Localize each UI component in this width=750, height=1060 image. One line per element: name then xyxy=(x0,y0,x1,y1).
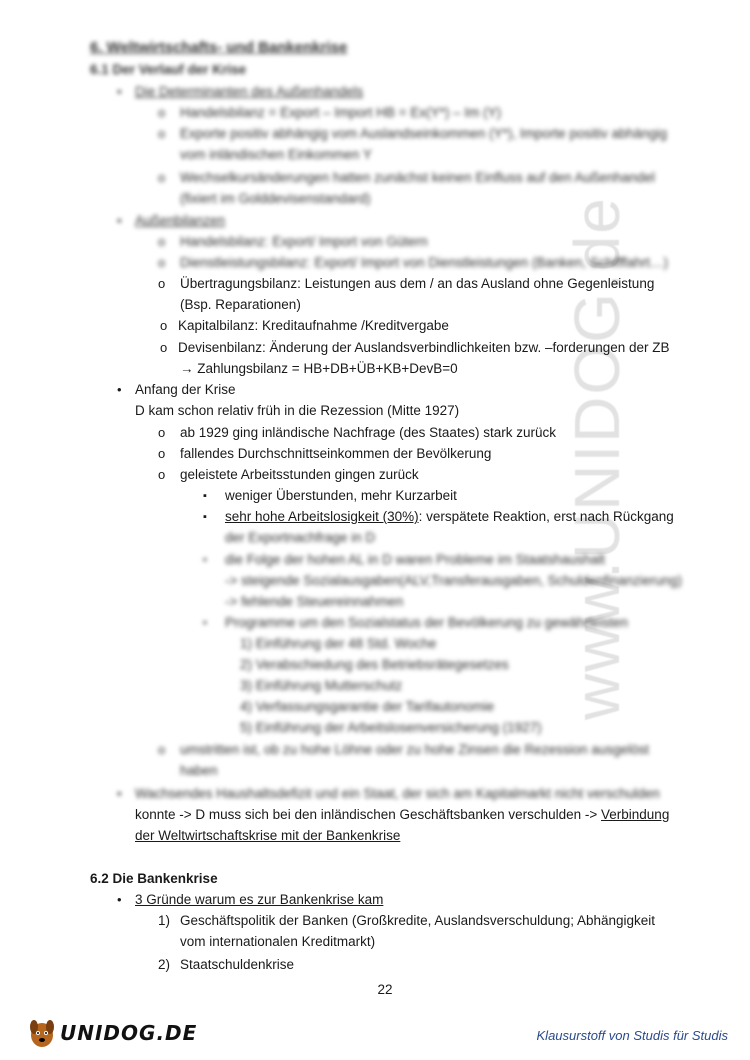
blurred-line: Dienstleistungsbilanz: Export/ Import von Dienstleistungen (Banken, Schifffahrt…) xyxy=(180,255,668,270)
circle-bullet-icon: o xyxy=(160,340,168,355)
section-heading: 6.2 Die Bankenkrise xyxy=(90,871,218,886)
circle-bullet-icon: o xyxy=(158,467,166,482)
unidog-logo xyxy=(24,1013,198,1053)
blurred-line: vom inländischen Einkommen Y xyxy=(180,147,372,162)
text-line: vom internationalen Kreditmarkt) xyxy=(180,934,376,949)
text-line: (Bsp. Reparationen) xyxy=(180,297,301,312)
list-number: 1) xyxy=(158,913,171,928)
text-line: D kam schon relativ früh in die Rezession (Mitte 1927) xyxy=(135,403,460,418)
blurred-line: Handelsbilanz = Export – Import HB = Ex(Y*) – Im (Y) xyxy=(180,105,502,120)
bullet-icon: • xyxy=(117,84,122,99)
circle-bullet-icon: o xyxy=(160,318,168,333)
bullet-icon: • xyxy=(117,786,122,801)
square-bullet-icon: ▪ xyxy=(203,554,207,566)
text-line: Übertragungsbilanz: Leistungen aus dem / an das Ausland ohne Gegenleistung xyxy=(180,276,655,291)
blurred-line: Handelsbilanz: Export/ Import von Gütern xyxy=(180,234,428,249)
watermark: www.UNIDOG.de xyxy=(561,196,633,720)
circle-bullet-icon: o xyxy=(158,276,166,291)
list-number: 2) xyxy=(158,957,171,972)
text-line: Anfang der Krise xyxy=(135,382,236,397)
underlined-phrase: Verbindung xyxy=(601,807,670,822)
blurred-line: 5) Einführung der Arbeitslosenversicherung (1927) xyxy=(240,720,542,735)
page-number: 22 xyxy=(377,982,393,997)
subsection-title: 6.1 Der Verlauf der Krise xyxy=(90,62,247,77)
bullet-icon: • xyxy=(117,382,122,397)
text-line: Geschäftspolitik der Banken (Großkredite, Auslandsverschuldung; Abhängigkeit xyxy=(180,913,656,928)
blurred-line: umstritten ist, ob zu hohe Löhne oder zu hohe Zinsen die Rezession ausgelöst xyxy=(180,742,650,757)
circle-bullet-icon: o xyxy=(158,170,166,185)
text-fragment: : verspätete Reaktion, erst nach Rückgang xyxy=(418,509,674,524)
blurred-line: die Folge der hohen AL in D waren Probleme im Staatshaushalt xyxy=(225,552,605,567)
blurred-line: Die Determinanten des Außenhandels xyxy=(135,84,364,99)
circle-bullet-icon: o xyxy=(158,742,166,757)
circle-bullet-icon: o xyxy=(158,126,166,141)
blurred-line: 1) Einführung der 48 Std. Woche xyxy=(240,636,437,651)
underlined-line: 3 Gründe warum es zur Bankenkrise kam xyxy=(135,892,384,907)
text-fragment: konnte -> D muss sich bei den inländischen Geschäftsbanken verschulden -> xyxy=(135,807,602,822)
blurred-line: -> fehlende Steuereinnahmen xyxy=(225,594,404,609)
bullet-icon: • xyxy=(117,213,122,228)
underlined-phrase: sehr hohe Arbeitslosigkeit (30%) xyxy=(225,509,419,524)
underlined-line: der Weltwirtschaftskrise mit der Bankenkrise xyxy=(135,828,401,843)
dog-icon xyxy=(24,1013,64,1053)
text-line: Staatschuldenkrise xyxy=(180,957,295,972)
blurred-line: Programme um den Sozialstatus der Bevölkerung zu gewährleisten xyxy=(225,615,628,630)
text-line xyxy=(135,805,669,825)
blurred-line: (fixiert im Golddevisenstandard) xyxy=(180,191,371,206)
circle-bullet-icon: o xyxy=(158,105,166,120)
text-line: fallendes Durchschnittseinkommen der Bevölkerung xyxy=(180,446,492,461)
square-bullet-icon: ▪ xyxy=(203,490,207,502)
circle-bullet-icon: o xyxy=(158,255,166,270)
bullet-icon: • xyxy=(117,892,122,907)
blurred-line: Wechselkursänderungen hatten zunächst keinen Einfluss auf den Außenhandel xyxy=(180,170,655,185)
circle-bullet-icon: o xyxy=(158,446,166,461)
text-line: ab 1929 ging inländische Nachfrage (des Staates) stark zurück xyxy=(180,425,556,440)
blurred-line: 3) Einführung Mutterschutz xyxy=(240,678,403,693)
footer-tagline: Klausurstoff von Studis für Studis xyxy=(536,1028,728,1043)
text-line: weniger Überstunden, mehr Kurzarbeit xyxy=(225,488,457,503)
circle-bullet-icon: o xyxy=(158,425,166,440)
text-line: Kapitalbilanz: Kreditaufnahme /Kreditvergabe xyxy=(178,318,449,333)
blurred-line: haben xyxy=(180,763,218,778)
square-bullet-icon: ▪ xyxy=(203,617,207,629)
blurred-line: -> steigende Sozialausgaben(ALV,Transferausgaben, Schuldenfinanzierung) xyxy=(225,573,682,588)
blurred-line: Wachsendes Haushaltsdefizit und ein Staat, der sich am Kapitalmarkt nicht verschulden xyxy=(135,786,660,801)
square-bullet-icon: ▪ xyxy=(203,511,207,523)
blurred-line: 4) Verfassungsgarantie der Tarifautonomie xyxy=(240,699,495,714)
text-line: → Zahlungsbilanz = HB+DB+ÜB+KB+DevB=0 xyxy=(180,361,458,376)
logo-text: UNIDOG.DE xyxy=(60,1021,198,1045)
blurred-line: der Exportnachfrage in D xyxy=(225,530,376,545)
text-line xyxy=(225,507,674,527)
blurred-line: 2) Verabschiedung des Betriebsrätegesetzes xyxy=(240,657,509,672)
blurred-line: Außenbilanzen xyxy=(135,213,226,228)
section-title: 6. Weltwirtschafts- und Bankenkrise xyxy=(90,39,348,56)
text-line: geleistete Arbeitsstunden gingen zurück xyxy=(180,467,419,482)
circle-bullet-icon: o xyxy=(158,234,166,249)
blurred-line: Exporte positiv abhängig vom Auslandseinkommen (Y*), Importe positiv abhängig xyxy=(180,126,668,141)
text-line: Devisenbilanz: Änderung der Auslandsverbindlichkeiten bzw. –forderungen der ZB xyxy=(178,340,670,355)
